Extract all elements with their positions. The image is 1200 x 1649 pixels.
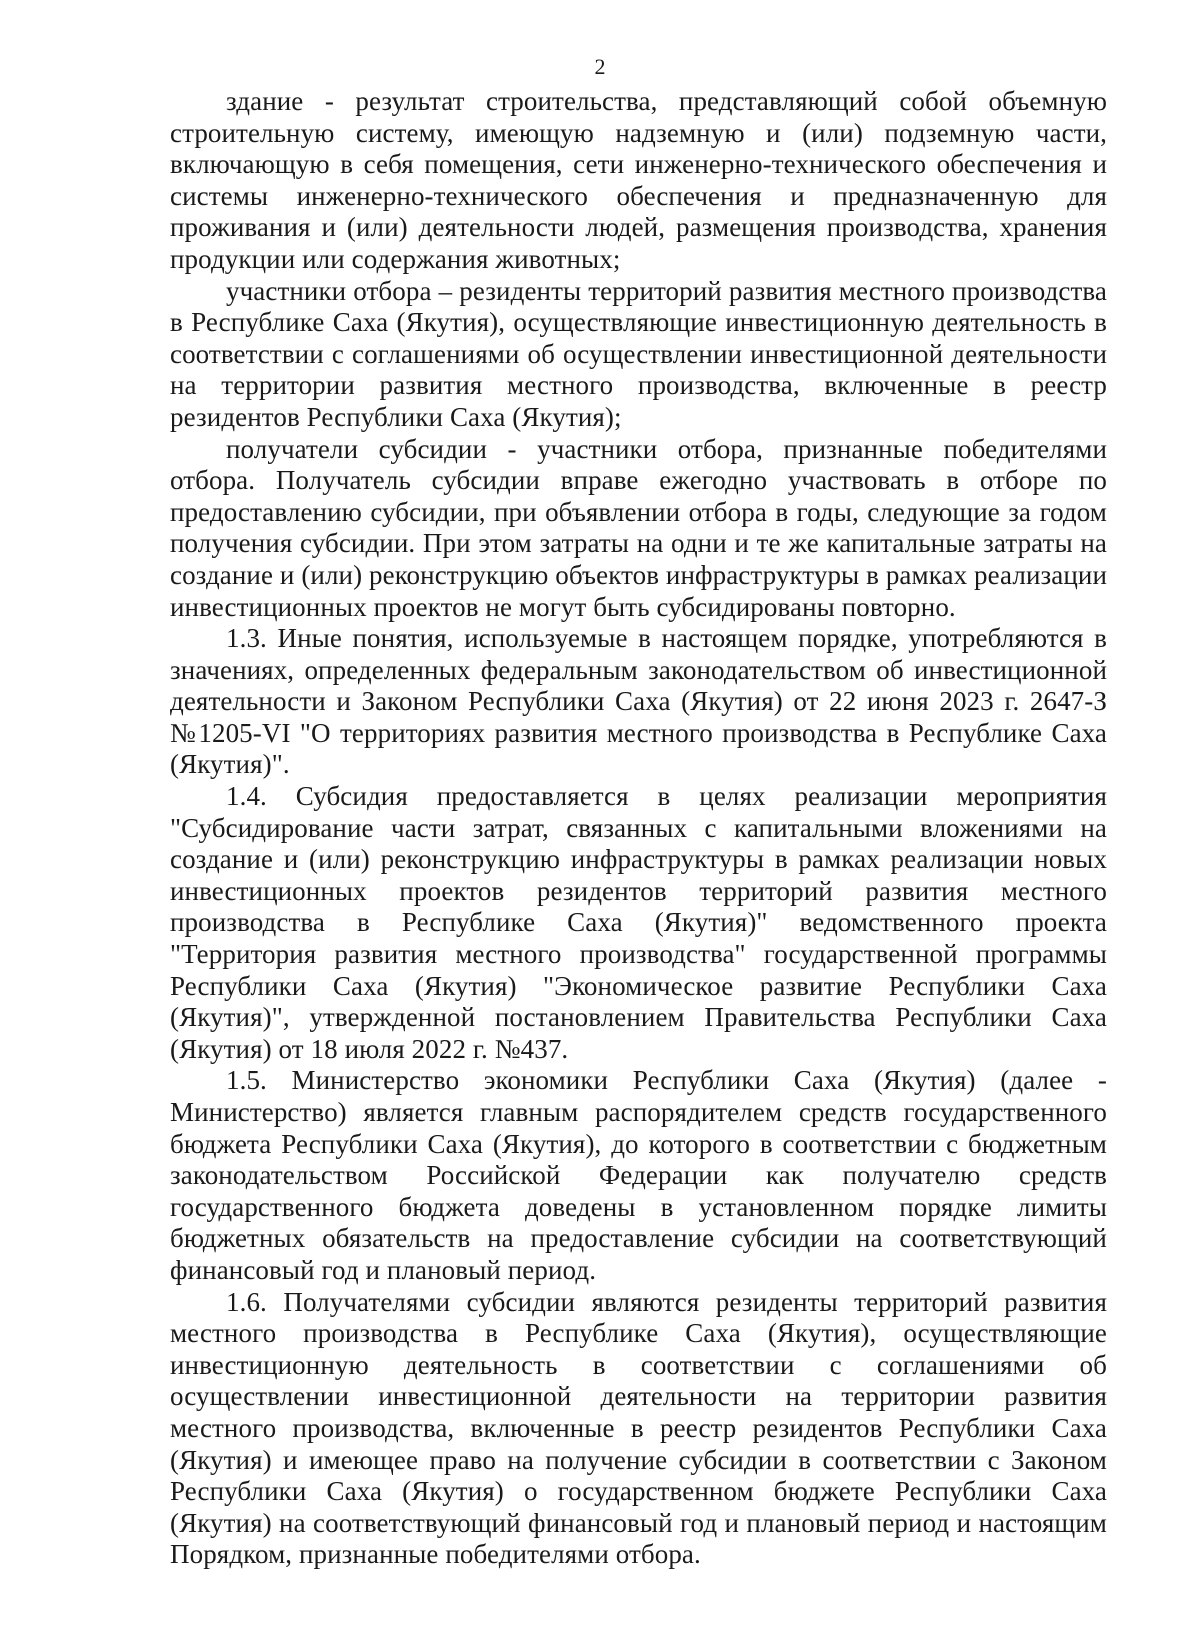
paragraph-subsidy-recipients-definition: получатели субсидии - участники отбора, признанные победителями отбора. Получатель субсидии вправе ежегодно участвовать в отборе по предоставлению субсидии, при объявлении отбора в годы, следующие за годом получения субсидии. При этом затраты на одни и те же капитальные затраты на создание и (или) реконструкцию объектов инфраструктуры в рамках реализации инвестиционных проектов не могут быть субсидированы повторно.: [170, 433, 1108, 622]
paragraph-clause-1-6: 1.6. Получателями субсидии являются резиденты территорий развития местного производства в Республике Саха (Якутия), осуществляющие инвестиционную деятельность в соответствии с соглашениями об осуществлении инвестиционной деятельности на территории развития местного производства, включенные в реестр резидентов Республики Саха (Якутия) и имеющее право на получение субсидии в соответствии с Законом Республики Саха (Якутия) о государственном бюджете Республики Саха (Якутия) на соответствующий финансовый год и плановый период и настоящим Порядком, признанные победителями отбора.: [170, 1286, 1107, 1570]
paragraph-building-definition: здание - результат строительства, представляющий собой объемную строительную систему, имеющую надземную и (или) подземную части, включающую в себя помещения, сети инженерно-технического обеспечения и системы инженерно-технического обеспечения и предназначенную для проживания и (или) деятельности людей, размещения производства, хранения продукции или содержания животных;: [170, 86, 1107, 274]
paragraph-clause-1-5: 1.5. Министерство экономики Республики Саха (Якутия) (далее - Министерство) является главным распорядителем средств государственного бюджета Республики Саха (Якутия), до которого в соответствии с бюджетным законодательством Российской Федерации как получателю средств государственного бюджета доведены в установленном порядке лимиты бюджетных обязательств на предоставление субсидии на соответствующий финансовый год и плановый период.: [170, 1065, 1107, 1285]
page-number: 2: [594, 54, 606, 79]
document-body: [170, 86, 1107, 1571]
paragraph-clause-1-3: 1.3. Иные понятия, используемые в настоящем порядке, употребляются в значениях, определенных федеральным законодательством об инвестиционной деятельности и Законом Республики Саха (Якутия) от 22 июня 2023 г. 2647-З №1205-VI "О территориях развития местного производства в Республике Саха (Якутия)".: [170, 623, 1107, 780]
paragraph-clause-1-4: 1.4. Субсидия предоставляется в целях реализации мероприятия "Субсидирование части затрат, связанных с капитальными вложениями на создание и (или) реконструкцию инфраструктуры в рамках реализации новых инвестиционных проектов резидентов территорий развития местного производства в Республике Саха (Якутия)" ведомственного проекта "Территория развития местного производства" государственной программы Республики Саха (Якутия) "Экономическое развитие Республики Саха (Якутия)", утвержденной постановлением Правительства Республики Саха (Якутия) от 18 июля 2022 г. №437.: [170, 781, 1107, 1064]
paragraph-selection-participants: участники отбора – резиденты территорий развития местного производства в Республике Саха (Якутия), осуществляющие инвестиционную деятельность в соответствии с соглашениями об осуществлении инвестиционной деятельности на территории развития местного производства, включенные в реестр резидентов Республики Саха (Якутия);: [170, 275, 1107, 432]
